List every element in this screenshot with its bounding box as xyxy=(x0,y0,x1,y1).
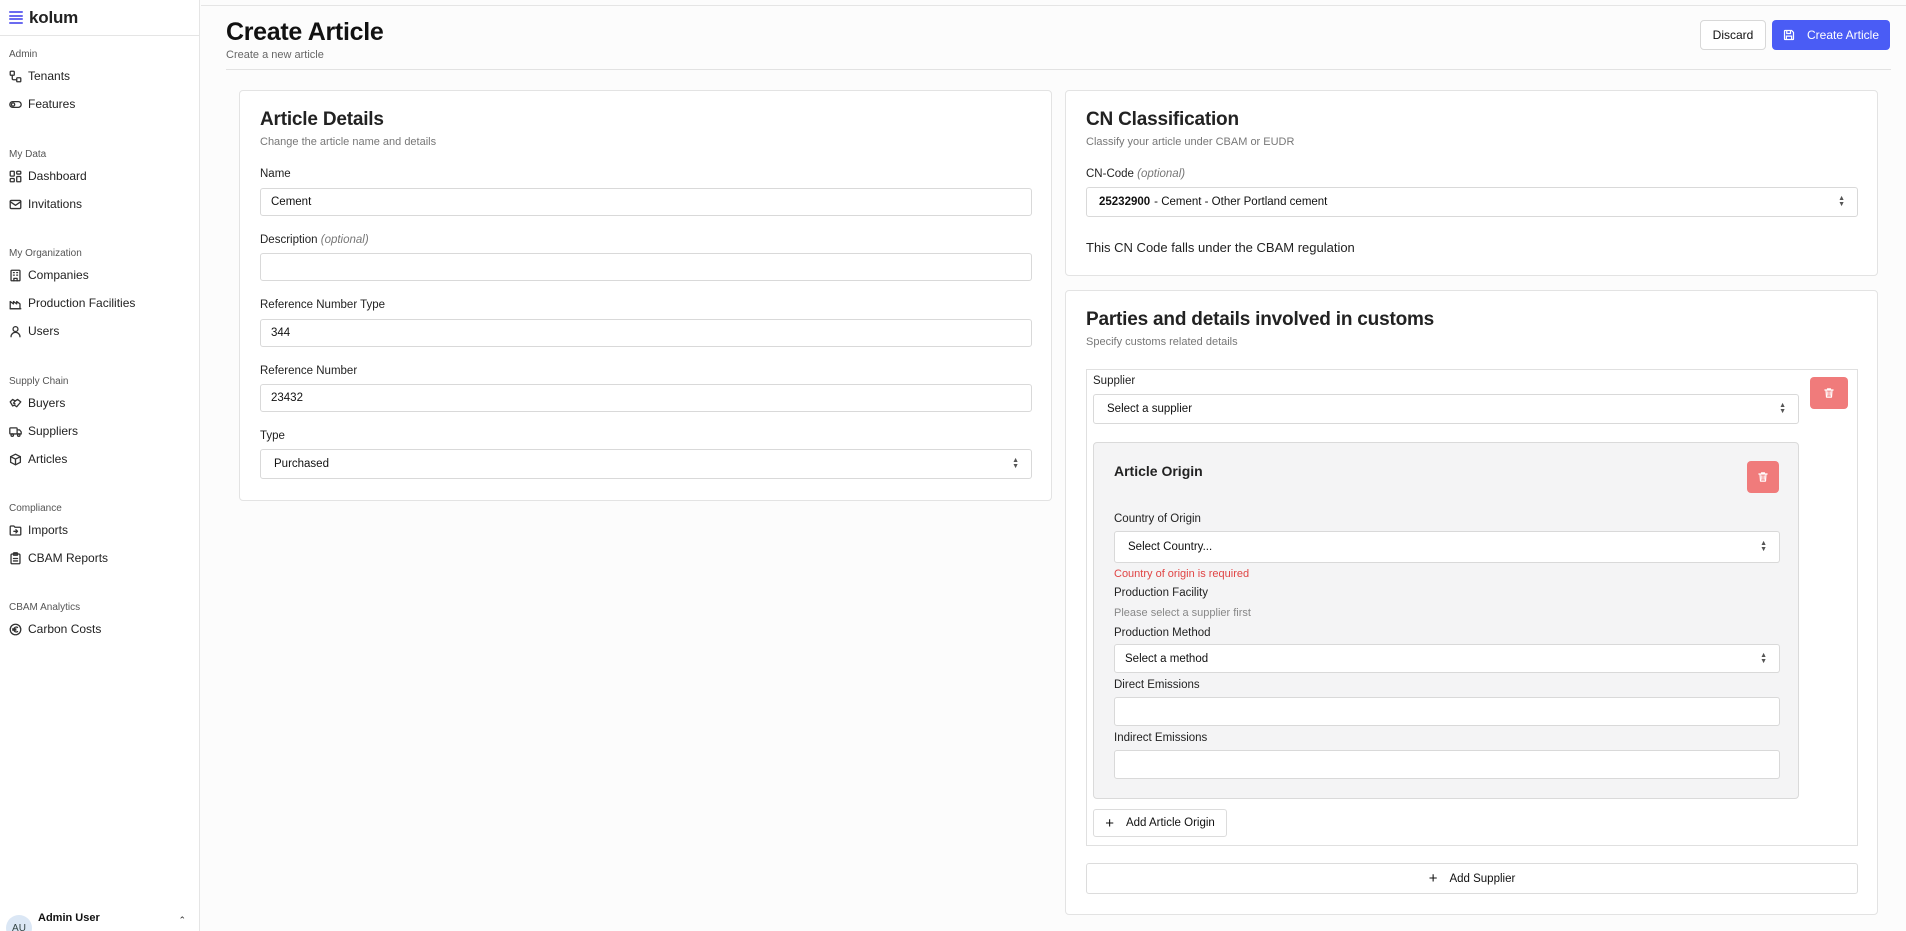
sidebar-item-label: Buyers xyxy=(28,396,66,410)
nav-section-title: My Organization xyxy=(9,248,82,259)
cbam-regulation-note: This CN Code falls under the CBAM regulation xyxy=(1086,240,1355,255)
article-details-subtitle: Change the article name and details xyxy=(260,136,437,148)
description-input[interactable] xyxy=(260,253,1032,281)
cn-code-label xyxy=(1086,168,1185,180)
production-method-value: Select a method xyxy=(1125,652,1209,665)
optional-tag: (optional) xyxy=(320,234,369,246)
logo[interactable] xyxy=(0,0,199,36)
avatar: AU xyxy=(6,915,32,931)
sidebar-item-label: Tenants xyxy=(28,69,71,83)
type-select[interactable] xyxy=(260,449,1032,479)
direct-emissions-input[interactable] xyxy=(1114,697,1780,726)
supplier-select-value: Select a supplier xyxy=(1107,403,1193,415)
create-article-label: Create Article xyxy=(1806,28,1880,42)
cn-classification-title: CN Classification xyxy=(1086,109,1239,130)
country-error-message: Country of origin is required xyxy=(1114,568,1250,580)
type-label: Type xyxy=(260,430,285,442)
sidebar-item-cbam-reports[interactable] xyxy=(0,544,200,572)
country-of-origin-label: Country of Origin xyxy=(1114,513,1201,525)
description-label xyxy=(260,234,369,246)
sidebar-item-features[interactable] xyxy=(0,90,200,118)
sidebar-item-articles[interactable] xyxy=(0,445,200,473)
building-icon xyxy=(9,269,22,282)
supplier-label: Supplier xyxy=(1093,375,1136,387)
sidebar-item-buyers[interactable] xyxy=(0,389,200,417)
production-method-select[interactable] xyxy=(1114,644,1780,673)
sidebar-item-users[interactable] xyxy=(0,317,200,345)
page-title: Create Article xyxy=(226,18,384,46)
sidebar-item-companies[interactable] xyxy=(0,261,200,289)
reference-number-type-label: Reference Number Type xyxy=(260,299,386,311)
header-divider xyxy=(226,69,1891,70)
delete-origin-button[interactable] xyxy=(1747,461,1779,493)
logo-icon xyxy=(9,11,23,24)
save-icon xyxy=(1783,29,1795,41)
customs-subtitle: Specify customs related details xyxy=(1086,336,1238,348)
handshake-icon xyxy=(9,397,22,410)
clipboard-icon xyxy=(9,552,22,565)
sidebar-item-production-facilities[interactable] xyxy=(0,289,200,317)
article-details-card xyxy=(239,90,1052,501)
trash-icon xyxy=(1823,387,1835,399)
chevron-up-down-icon: ▲ ▼ xyxy=(1779,402,1786,415)
article-origin-block xyxy=(1093,442,1799,799)
cn-classification-subtitle: Classify your article under CBAM or EUDR xyxy=(1086,136,1295,148)
sidebar-item-label: Dashboard xyxy=(28,169,87,183)
nav-section-my-organization xyxy=(0,247,200,345)
sidebar-item-invitations[interactable] xyxy=(0,190,200,218)
sidebar-item-label: Imports xyxy=(28,523,69,537)
factory-icon xyxy=(9,297,22,310)
mail-icon xyxy=(9,198,22,211)
sidebar-item-label: Users xyxy=(28,324,60,338)
package-icon xyxy=(9,453,22,466)
optional-tag: (optional) xyxy=(1137,168,1186,180)
delete-supplier-button[interactable] xyxy=(1810,377,1848,409)
cn-code-value: 25232900 xyxy=(1099,196,1151,208)
nav-section-title: My Data xyxy=(9,149,47,160)
customs-title: Parties and details involved in customs xyxy=(1086,309,1435,330)
truck-icon xyxy=(9,425,22,438)
direct-emissions-label: Direct Emissions xyxy=(1114,679,1200,691)
reference-number-input[interactable]: 23432 xyxy=(260,384,1032,412)
reference-number-label: Reference Number xyxy=(260,365,358,377)
supplier-block xyxy=(1086,369,1858,846)
sidebar-item-label: Features xyxy=(28,97,76,111)
sidebar-item-label: CBAM Reports xyxy=(28,551,109,565)
nav-section-title: Admin xyxy=(9,49,38,60)
sidebar-item-dashboard[interactable] xyxy=(0,162,200,190)
sidebar-item-label: Production Facilities xyxy=(28,296,136,310)
folder-import-icon xyxy=(9,524,22,537)
plus-icon: + xyxy=(1105,814,1114,832)
toggle-icon xyxy=(9,98,22,111)
nav-section-title: Supply Chain xyxy=(9,376,69,387)
cn-code-select[interactable] xyxy=(1086,187,1858,217)
type-select-value: Purchased xyxy=(274,458,329,470)
production-facility-hint: Please select a supplier first xyxy=(1114,607,1251,619)
add-supplier-button[interactable] xyxy=(1086,863,1858,894)
indirect-emissions-label: Indirect Emissions xyxy=(1114,732,1208,744)
nav-section-supply-chain xyxy=(0,375,200,473)
sidebar-item-label: Carbon Costs xyxy=(28,622,102,636)
chevron-up-down-icon: ▲ ▼ xyxy=(1760,651,1767,665)
sidebar xyxy=(0,0,200,931)
user-menu[interactable] xyxy=(0,909,200,931)
production-facility-label: Production Facility xyxy=(1114,587,1208,599)
sidebar-item-carbon-costs[interactable] xyxy=(0,615,200,643)
country-select-value: Select Country... xyxy=(1128,541,1213,553)
production-method-label: Production Method xyxy=(1114,627,1211,639)
name-label: Name xyxy=(260,168,291,180)
country-select[interactable] xyxy=(1114,531,1780,563)
top-divider xyxy=(201,5,1906,6)
plus-icon: + xyxy=(1428,870,1438,887)
sidebar-item-label: Invitations xyxy=(28,197,83,211)
sidebar-item-imports[interactable] xyxy=(0,516,200,544)
chevron-up-down-icon: ⌃ xyxy=(178,915,186,925)
nav-section-title: CBAM Analytics xyxy=(9,602,81,613)
cn-code-description: - Cement - Other Portland cement xyxy=(1154,196,1328,208)
article-details-title: Article Details xyxy=(260,109,384,130)
supplier-select[interactable] xyxy=(1093,394,1799,424)
add-article-origin-label: Add Article Origin xyxy=(1125,817,1215,829)
sidebar-item-label: Companies xyxy=(28,268,89,282)
reference-number-type-input[interactable]: 344 xyxy=(260,319,1032,347)
user-icon xyxy=(9,325,22,338)
chevron-up-down-icon: ▲ ▼ xyxy=(1838,195,1845,208)
tenants-icon xyxy=(9,70,22,83)
indirect-emissions-input[interactable] xyxy=(1114,750,1780,779)
sidebar-item-label: Suppliers xyxy=(28,424,79,438)
cn-code-label-text: CN-Code xyxy=(1086,168,1134,180)
add-article-origin-button[interactable] xyxy=(1093,809,1227,837)
trash-icon xyxy=(1757,471,1769,483)
discard-button[interactable]: Discard xyxy=(1700,20,1766,50)
add-supplier-label: Add Supplier xyxy=(1449,872,1516,885)
name-input[interactable]: Cement xyxy=(260,188,1032,216)
nav-section-my-data xyxy=(0,148,200,218)
page-subtitle: Create a new article xyxy=(226,49,324,61)
nav-section-title: Compliance xyxy=(9,503,62,514)
article-origin-title: Article Origin xyxy=(1114,463,1203,479)
chevron-up-down-icon: ▲ ▼ xyxy=(1012,457,1019,470)
customs-card xyxy=(1065,290,1878,915)
nav-section-compliance xyxy=(0,502,200,572)
user-name: Admin User xyxy=(38,912,100,924)
sidebar-item-suppliers[interactable] xyxy=(0,417,200,445)
create-article-button[interactable] xyxy=(1772,20,1890,50)
nav-section-cbam-analytics xyxy=(0,601,200,643)
chevron-up-down-icon: ▲ ▼ xyxy=(1760,540,1767,553)
nav-section-admin xyxy=(0,48,200,118)
app-name: kolum xyxy=(29,7,79,27)
sidebar-item-label: Articles xyxy=(28,452,68,466)
sidebar-item-tenants[interactable] xyxy=(0,62,200,90)
cn-classification-card xyxy=(1065,90,1878,276)
dashboard-icon xyxy=(9,170,22,183)
description-label-text: Description xyxy=(260,234,318,246)
euro-icon xyxy=(9,623,22,636)
